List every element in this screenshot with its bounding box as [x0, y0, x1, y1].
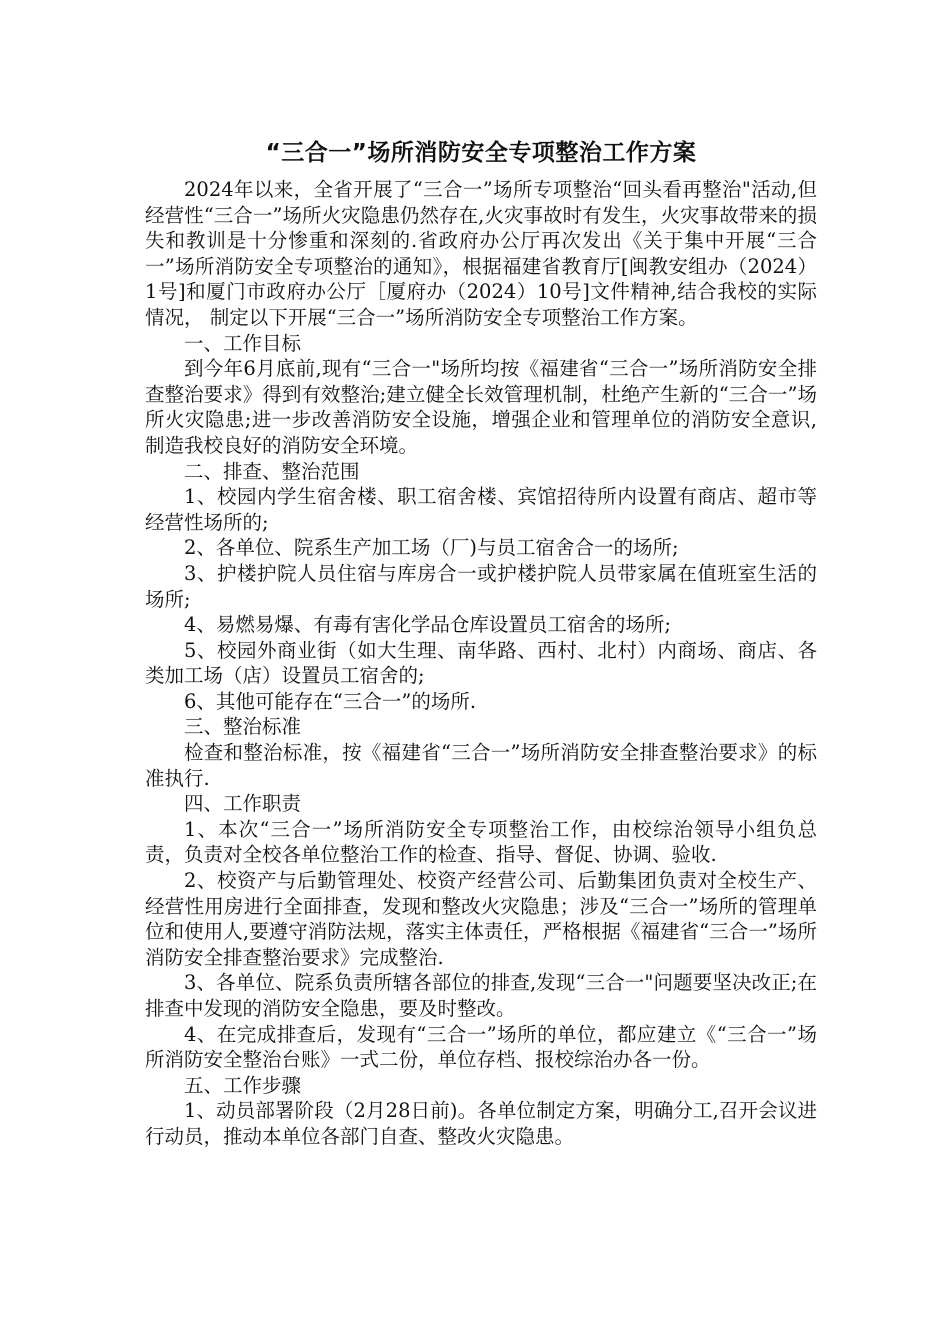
step-item-1: 1、动员部署阶段（2月28日前)。各单位制定方案，明确分工,召开会议进行动员，推动本单位各部门自查、整改火灾隐患。	[145, 1099, 817, 1148]
scope-item-4: 4、易燃易爆、有毒有害化学品仓库设置员工宿舍的场所;	[184, 613, 671, 637]
duty-item-2: 2、校资产与后勤管理处、校资产经营公司、后勤集团负责对全校生产、经营性用房进行全面排查，发现和整改火灾隐患；涉及“三合一”场所的管理单位和使用人,要遵守消防法规，落实主体责任，严格根据《福建省“三合一”场所消防安全排查整治要求》完成整治.	[145, 869, 817, 969]
scope-item-1: 1、校园内学生宿舍楼、职工宿舍楼、宾馆招待所内设置有商店、超市等经营性场所的;	[145, 485, 817, 534]
duty-item-4: 4、在完成排查后，发现有“三合一”场所的单位，都应建立《“三合一”场所消防安全整治台账》一式二份，单位存档、报校综治办各一份。	[145, 1022, 817, 1072]
section-heading-standards: 三、整治标准	[184, 715, 302, 739]
section-heading-scope: 二、排查、整治范围	[184, 459, 360, 483]
paragraph-goals: 到今年6月底前,现有“三合一"场所均按《福建省“三合一”场所消防安全排查整治要求》得到有效整治;建立健全长效管理机制，杜绝产生新的“三合一”场所火灾隐患;进一步改善消防安全设施，增强企业和管理单位的消防安全意识,制造我校良好的消防安全环境。	[145, 357, 817, 457]
section-heading-steps: 五、工作步骤	[184, 1073, 302, 1097]
paragraph-intro: 2024年以来，全省开展了“三合一”场所专项整治“回头看再整治"活动,但经营性“三合一”场所火灾隐患仍然存在,火灾事故时有发生，火灾事故带来的损失和教训是十分惨重和深刻的.省政府办公厅再次发出《关于集中开展“三合一”场所消防安全专项整治的通知》，根据福建省教育厅[闽教安组办（2024）1号]和厦门市政府办公厅［厦府办（2024）10号]文件精神,结合我校的实际情况， 制定以下开展“三合一”场所消防安全专项整治工作方案。	[145, 178, 817, 329]
scope-item-2: 2、各单位、院系生产加工场（厂)与员工宿舍合一的场所;	[184, 536, 679, 560]
section-heading-duties: 四、工作职责	[184, 792, 302, 816]
document-body	[145, 135, 817, 1150]
scope-item-6: 6、其他可能存在“三合一”的场所.	[184, 689, 477, 713]
paragraph-standards: 检查和整治标准，按《福建省“三合一”场所消防安全排查整治要求》的标准执行.	[145, 741, 817, 790]
scope-item-3: 3、护楼护院人员住宿与库房合一或护楼护院人员带家属在值班室生活的场所;	[145, 561, 817, 611]
scope-item-5: 5、校园外商业街（如大生理、南华路、西村、北村）内商场、商店、各类加工场（店）设置员工宿舍的;	[145, 638, 817, 688]
duty-item-1: 1、本次“三合一”场所消防安全专项整治工作，由校综治领导小组负总责，负责对全校各单位整治工作的检查、指导、督促、协调、验收.	[145, 817, 817, 867]
document-title: “三合一”场所消防安全专项整治工作方案	[265, 140, 697, 166]
duty-item-3: 3、各单位、院系负责所辖各部位的排查,发现“三合一"问题要坚决改正;在排查中发现的消防安全隐患，要及时整改。	[145, 971, 817, 1020]
section-heading-goals: 一、工作目标	[184, 331, 302, 355]
